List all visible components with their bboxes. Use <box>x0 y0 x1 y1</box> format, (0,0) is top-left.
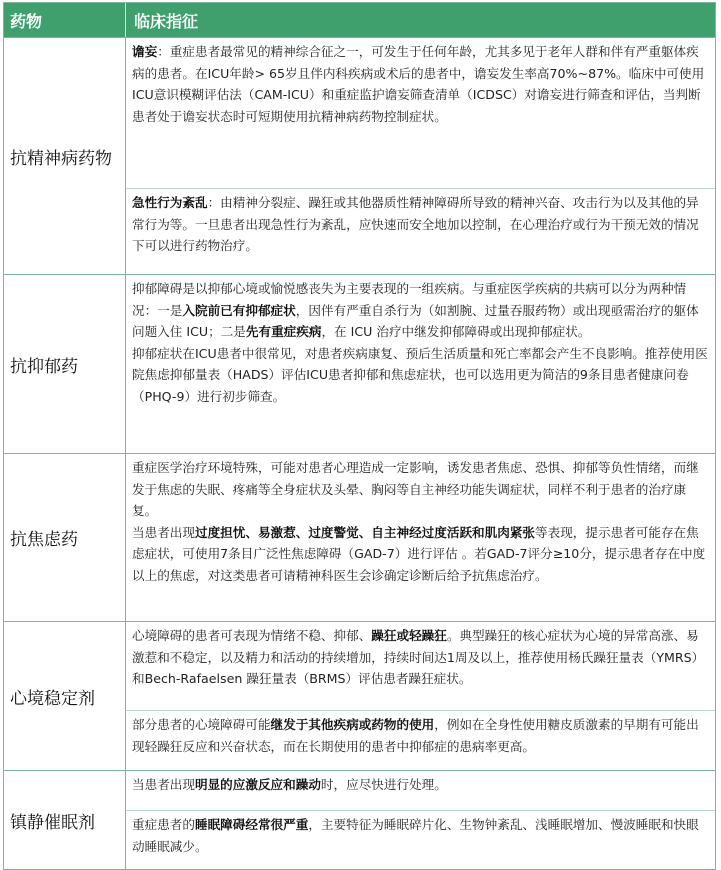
indication-text <box>126 810 715 869</box>
emphasis-text: 明显的应激反应和躁动 <box>194 777 321 792</box>
indication-cells <box>126 454 715 621</box>
body-text: ，在 ICU 治疗中继发抑郁障碍或出现抑郁症状。 <box>321 324 591 339</box>
body-text: ，主要特征为睡眠碎片化、生物钟紊乱、浅睡眠增加、慢波睡眠和快眼动睡眠减少。 <box>132 817 699 854</box>
body-text: 抑郁障碍是以抑郁心境或愉悦感丧失为主要表现的一组疾病。与重症医学疾病的共病可以分为两种情况：一是 <box>132 281 687 318</box>
indication-text <box>126 188 715 274</box>
indication-text <box>126 454 715 621</box>
indications-table <box>3 2 716 870</box>
table-row <box>4 621 715 770</box>
indication-text <box>126 771 715 810</box>
table-row <box>4 274 715 453</box>
body-text: 当患者出现 <box>132 524 195 540</box>
header-indication: 临床指征 <box>134 11 199 31</box>
indication-cells <box>126 38 715 274</box>
emphasis-text: 先有重症疾病 <box>245 324 322 339</box>
body-text: 重症患者的 <box>132 817 195 832</box>
emphasis-text: 谵妄 <box>132 44 158 59</box>
indication-cells <box>126 275 715 453</box>
emphasis-text: 继发于其他疾病或药物的使用 <box>270 717 435 732</box>
body-text: 心境障碍的患者可表现为情绪不稳、抑郁、 <box>132 628 372 643</box>
indication-text <box>126 622 715 710</box>
body-text: 重症医学治疗环境特殊，可能对患者心理造成一定影响，诱发患者焦虑、恐惧、抑郁等负性情绪，而继发于焦虑的失眠、疼痛等全身症状及头晕、胸闷等自主神经功能失调症状，同样不利于患者的治疗康复。 <box>132 460 699 518</box>
indication-text <box>126 710 715 770</box>
emphasis-text: 躁狂或轻躁狂 <box>371 628 447 643</box>
body-text: 等表现，提示患者可能存在焦虑症状，可使用7条目广泛性焦虑障碍（GAD-7）进行评估 。若GAD-7评分≥10分，提示患者存在中度以上的焦虑，对这类患者可请精神科医生会诊确定诊断后给予抗焦虑治疗。 <box>132 524 706 583</box>
emphasis-text: 过度担忧、易激惹、过度警觉、自主神经过度活跃和肌肉紧张 <box>194 524 535 540</box>
header-drug: 药物 <box>4 3 126 37</box>
body-text: ：重症患者最常见的精神综合征之一，可发生于任何年龄，尤其多见于老年人群和伴有严重躯体疾病的患者。在ICU年龄> 65岁且伴内科疾病或术后的患者中，谵妄发生率高70%~87%。临床中可使用ICU意识模糊评估法（CAM-ICU）和重症监护谵妄筛查清单（ICDSC）对谵妄进行筛查和评估，当判断患者处于谵妄状态时可短期使用抗精神病药物控制症状。 <box>132 44 705 124</box>
body-text: 。典型躁狂的核心症状为心境的异常高涨、易激惹和不稳定，以及精力和活动的持续增加，持续时间达1周及以上，推荐使用杨氏躁狂量表（YMRS）和Bech-Rafaelsen 躁狂量表（BRMS）评估患者躁狂症状。 <box>132 628 705 686</box>
body-text: 时，应尽快进行处理。 <box>320 777 447 792</box>
emphasis-text: 急性行为紊乱 <box>132 195 208 210</box>
body-text: 部分患者的心境障碍可能 <box>132 717 271 732</box>
body-text: ，因伴有严重自杀行为（如割腕、过量吞服药物）或出现亟需治疗的躯体问题入住 ICU；二是 <box>132 302 699 339</box>
table-row <box>4 770 715 869</box>
body-text: ，例如在全身性使用糖皮质激素的早期有可能出现轻躁狂反应和兴奋状态，而在长期使用的患者中抑郁症的患病率更高。 <box>132 717 699 754</box>
indication-text <box>126 38 715 188</box>
body-text: ：由精神分裂症、躁狂或其他器质性精神障碍所导致的精神兴奋、攻击行为以及其他的异常行为等。一旦患者出现急性行为紊乱，应快速而安全地加以控制，在心理治疗或行为干预无效的情况下可以进行药物治疗。 <box>132 195 699 253</box>
indication-cells <box>126 622 715 770</box>
table-header <box>4 3 715 37</box>
indication-text <box>126 275 715 453</box>
drug-name: 心境稳定剂 <box>4 622 126 770</box>
drug-name: 抗精神病药物 <box>4 38 126 274</box>
table-row <box>4 37 715 274</box>
table-body <box>4 37 715 869</box>
drug-name: 抗抑郁药 <box>4 275 126 453</box>
body-text: 抑郁症状在ICU患者中很常见，对患者疾病康复、预后生活质量和死亡率都会产生不良影响。推荐使用医院焦虑抑郁量表（HADS）评估ICU患者抑郁和焦虑症状，也可以选用更为简洁的9条目患者健康问卷（PHQ-9）进行初步筛查。 <box>132 345 708 404</box>
table-row <box>4 453 715 621</box>
drug-name: 抗焦虑药 <box>4 454 126 621</box>
drug-name: 镇静催眠剂 <box>4 771 126 869</box>
emphasis-text: 睡眠障碍经常很严重 <box>194 817 309 832</box>
body-text: 当患者出现 <box>132 777 195 792</box>
indication-cells <box>126 771 715 869</box>
emphasis-text: 入院前已有抑郁症状 <box>182 302 296 318</box>
